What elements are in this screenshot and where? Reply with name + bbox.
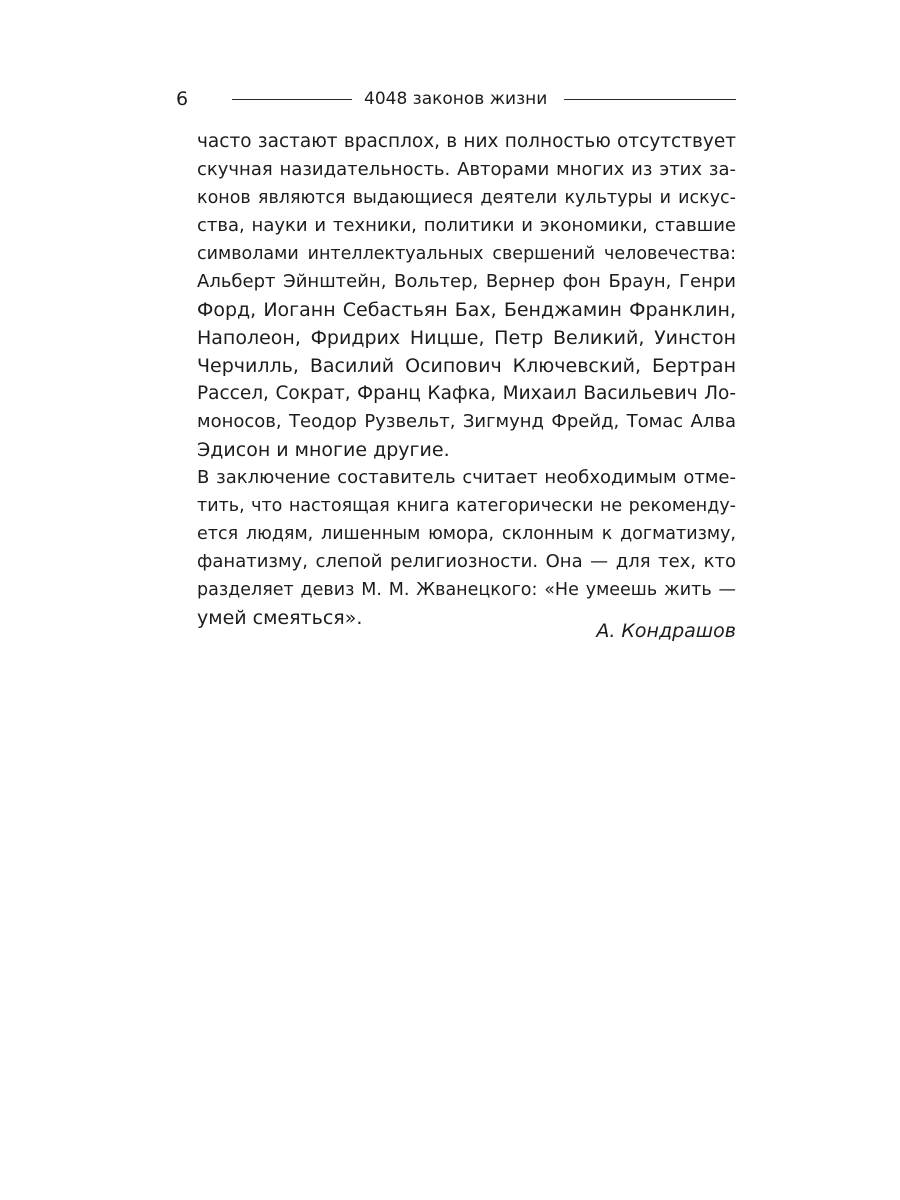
text-line: умей смеяться». xyxy=(197,607,363,629)
text-line: Рассел, Сократ, Франц Кафка, Михаил Васильевич Ло- xyxy=(197,383,736,404)
author-signature: А. Кондрашов xyxy=(596,620,736,642)
text-line: Форд, Иоганн Себастьян Бах, Бенджамин Франклин, xyxy=(197,299,736,321)
text-line: Черчилль, Василий Осипович Ключевский, Бертран xyxy=(197,355,736,377)
text-line: ства, науки и техники, политики и экономики, ставшие xyxy=(197,215,736,236)
text-line: Эдисон и многие другие. xyxy=(197,439,450,461)
text-line: часто застают врасплох, в них полностью отсутствует xyxy=(197,131,736,152)
header-rule-left xyxy=(232,99,352,100)
text-line: разделяет девиз М. М. Жванецкого: «Не умеешь жить — xyxy=(197,580,736,600)
paragraph-1 xyxy=(197,128,736,464)
paragraph-2 xyxy=(197,464,736,632)
running-head xyxy=(176,86,736,116)
page-number: 6 xyxy=(176,88,189,110)
text-line: Наполеон, Фридрих Ницше, Петр Великий, Уинстон xyxy=(197,327,736,349)
text-line: В заключение составитель считает необходимым отме- xyxy=(197,467,736,488)
text-line: фанатизму, слепой религиозности. Она — для тех, кто xyxy=(197,551,736,572)
text-line: ется людям, лишенным юмора, склонным к догматизму, xyxy=(197,524,736,544)
text-line: символами интеллектуальных свершений человечества: xyxy=(197,244,736,264)
text-line: тить, что настоящая книга категорически не рекоменду- xyxy=(197,496,736,516)
header-rule-right xyxy=(564,99,736,100)
text-line: моносов, Теодор Рузвельт, Зигмунд Фрейд, Томас Алва xyxy=(197,411,736,432)
text-line: Альберт Эйнштейн, Вольтер, Вернер фон Браун, Генри xyxy=(197,271,736,292)
text-line: скучная назидательность. Авторами многих из этих за- xyxy=(197,159,736,180)
running-title: 4048 законов жизни xyxy=(364,89,548,109)
body-text xyxy=(197,128,736,632)
text-line: конов являются выдающиеся деятели культуры и искус- xyxy=(197,188,736,208)
